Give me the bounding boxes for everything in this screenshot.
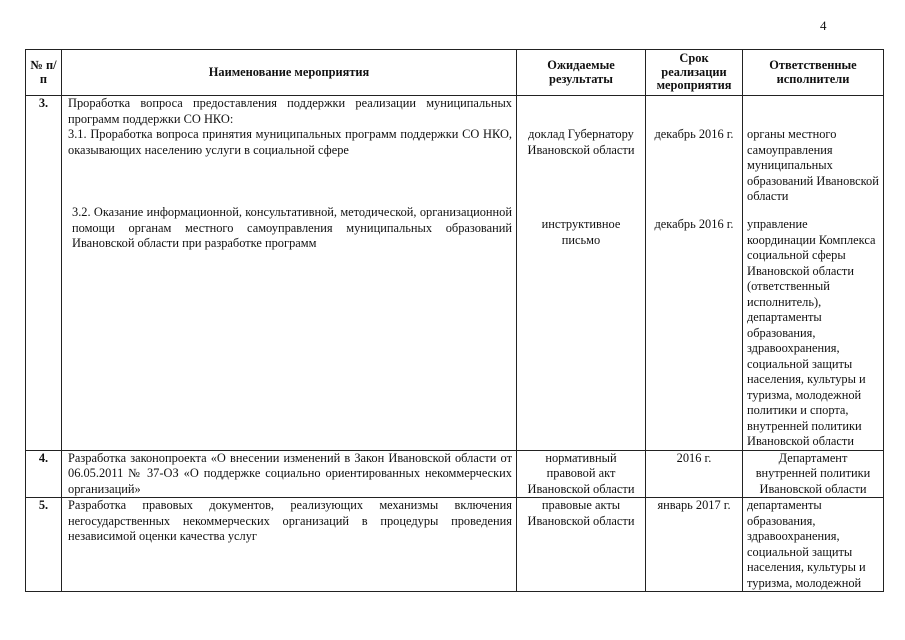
- header-num: № п/п: [26, 50, 62, 96]
- header-term: Срок реализации мероприятия: [646, 50, 743, 96]
- row-number: 4.: [26, 450, 62, 498]
- activity-name: Разработка правовых документов, реализующих механизмы включения негосударственных некоммерческих организаций в процедуры проведения независимой оценки качества услуг: [62, 498, 517, 592]
- page-number: 4: [820, 18, 827, 33]
- expected-results: нормативный правовой акт Ивановской области: [517, 450, 646, 498]
- executors-3-1: органы местного самоуправления муниципальных образований Ивановской области: [747, 127, 879, 203]
- activity-name: Разработка законопроекта «О внесении изменений в Закон Ивановской области от 06.05.2011 № 37-ОЗ «О поддержке социально ориентированных некоммерческих организаций»: [62, 450, 517, 498]
- result-3-1: доклад Губернатору Ивановской области: [527, 127, 635, 157]
- activity-intro: Проработка вопроса предоставления поддержки реализации муниципальных программ поддержки СО НКО:: [68, 96, 512, 126]
- subactivity-3-2: 3.2. Оказание информационной, консультативной, методической, организационной помощи органам местного самоуправления муниципальных образований Ивановской области при разработке программ: [72, 205, 512, 250]
- row-number: 3.: [26, 96, 62, 451]
- header-name: Наименование мероприятия: [62, 50, 517, 96]
- table-row: [26, 96, 884, 451]
- subactivity-3-1: 3.1. Проработка вопроса принятия муниципальных программ поддержки СО НКО, оказывающих населению услуги в социальной сфере: [68, 127, 512, 157]
- result-3-2: инструктивное письмо: [541, 217, 621, 247]
- row-number: 5.: [26, 498, 62, 592]
- header-results: Ожидаемые результаты: [517, 50, 646, 96]
- table-row: [26, 450, 884, 498]
- term: январь 2017 г.: [646, 498, 743, 592]
- term-3-2: декабрь 2016 г.: [654, 217, 734, 231]
- expected-results: [517, 96, 646, 451]
- term: 2016 г.: [646, 450, 743, 498]
- table-header-row: [26, 50, 884, 96]
- executors: [743, 96, 884, 451]
- executors: Департамент внутренней политики Ивановской области: [743, 450, 884, 498]
- activities-table: [25, 49, 884, 592]
- table-row: [26, 498, 884, 592]
- term-3-1: декабрь 2016 г.: [654, 127, 734, 141]
- expected-results: правовые акты Ивановской области: [517, 498, 646, 592]
- activity-name: [62, 96, 517, 451]
- term: [646, 96, 743, 451]
- header-executors: Ответственные исполнители: [743, 50, 884, 96]
- executors-3-2: управление координации Комплекса социальной сферы Ивановской области (ответственный исполнитель), департаменты образования, здравоохранения, социальной защиты населения, культуры и туризма, молодежной политики и спорта, внутренней политики Ивановской области: [747, 217, 876, 448]
- executors: департаменты образования, здравоохранения, социальной защиты населения, культуры и туризма, молодежной: [743, 498, 884, 592]
